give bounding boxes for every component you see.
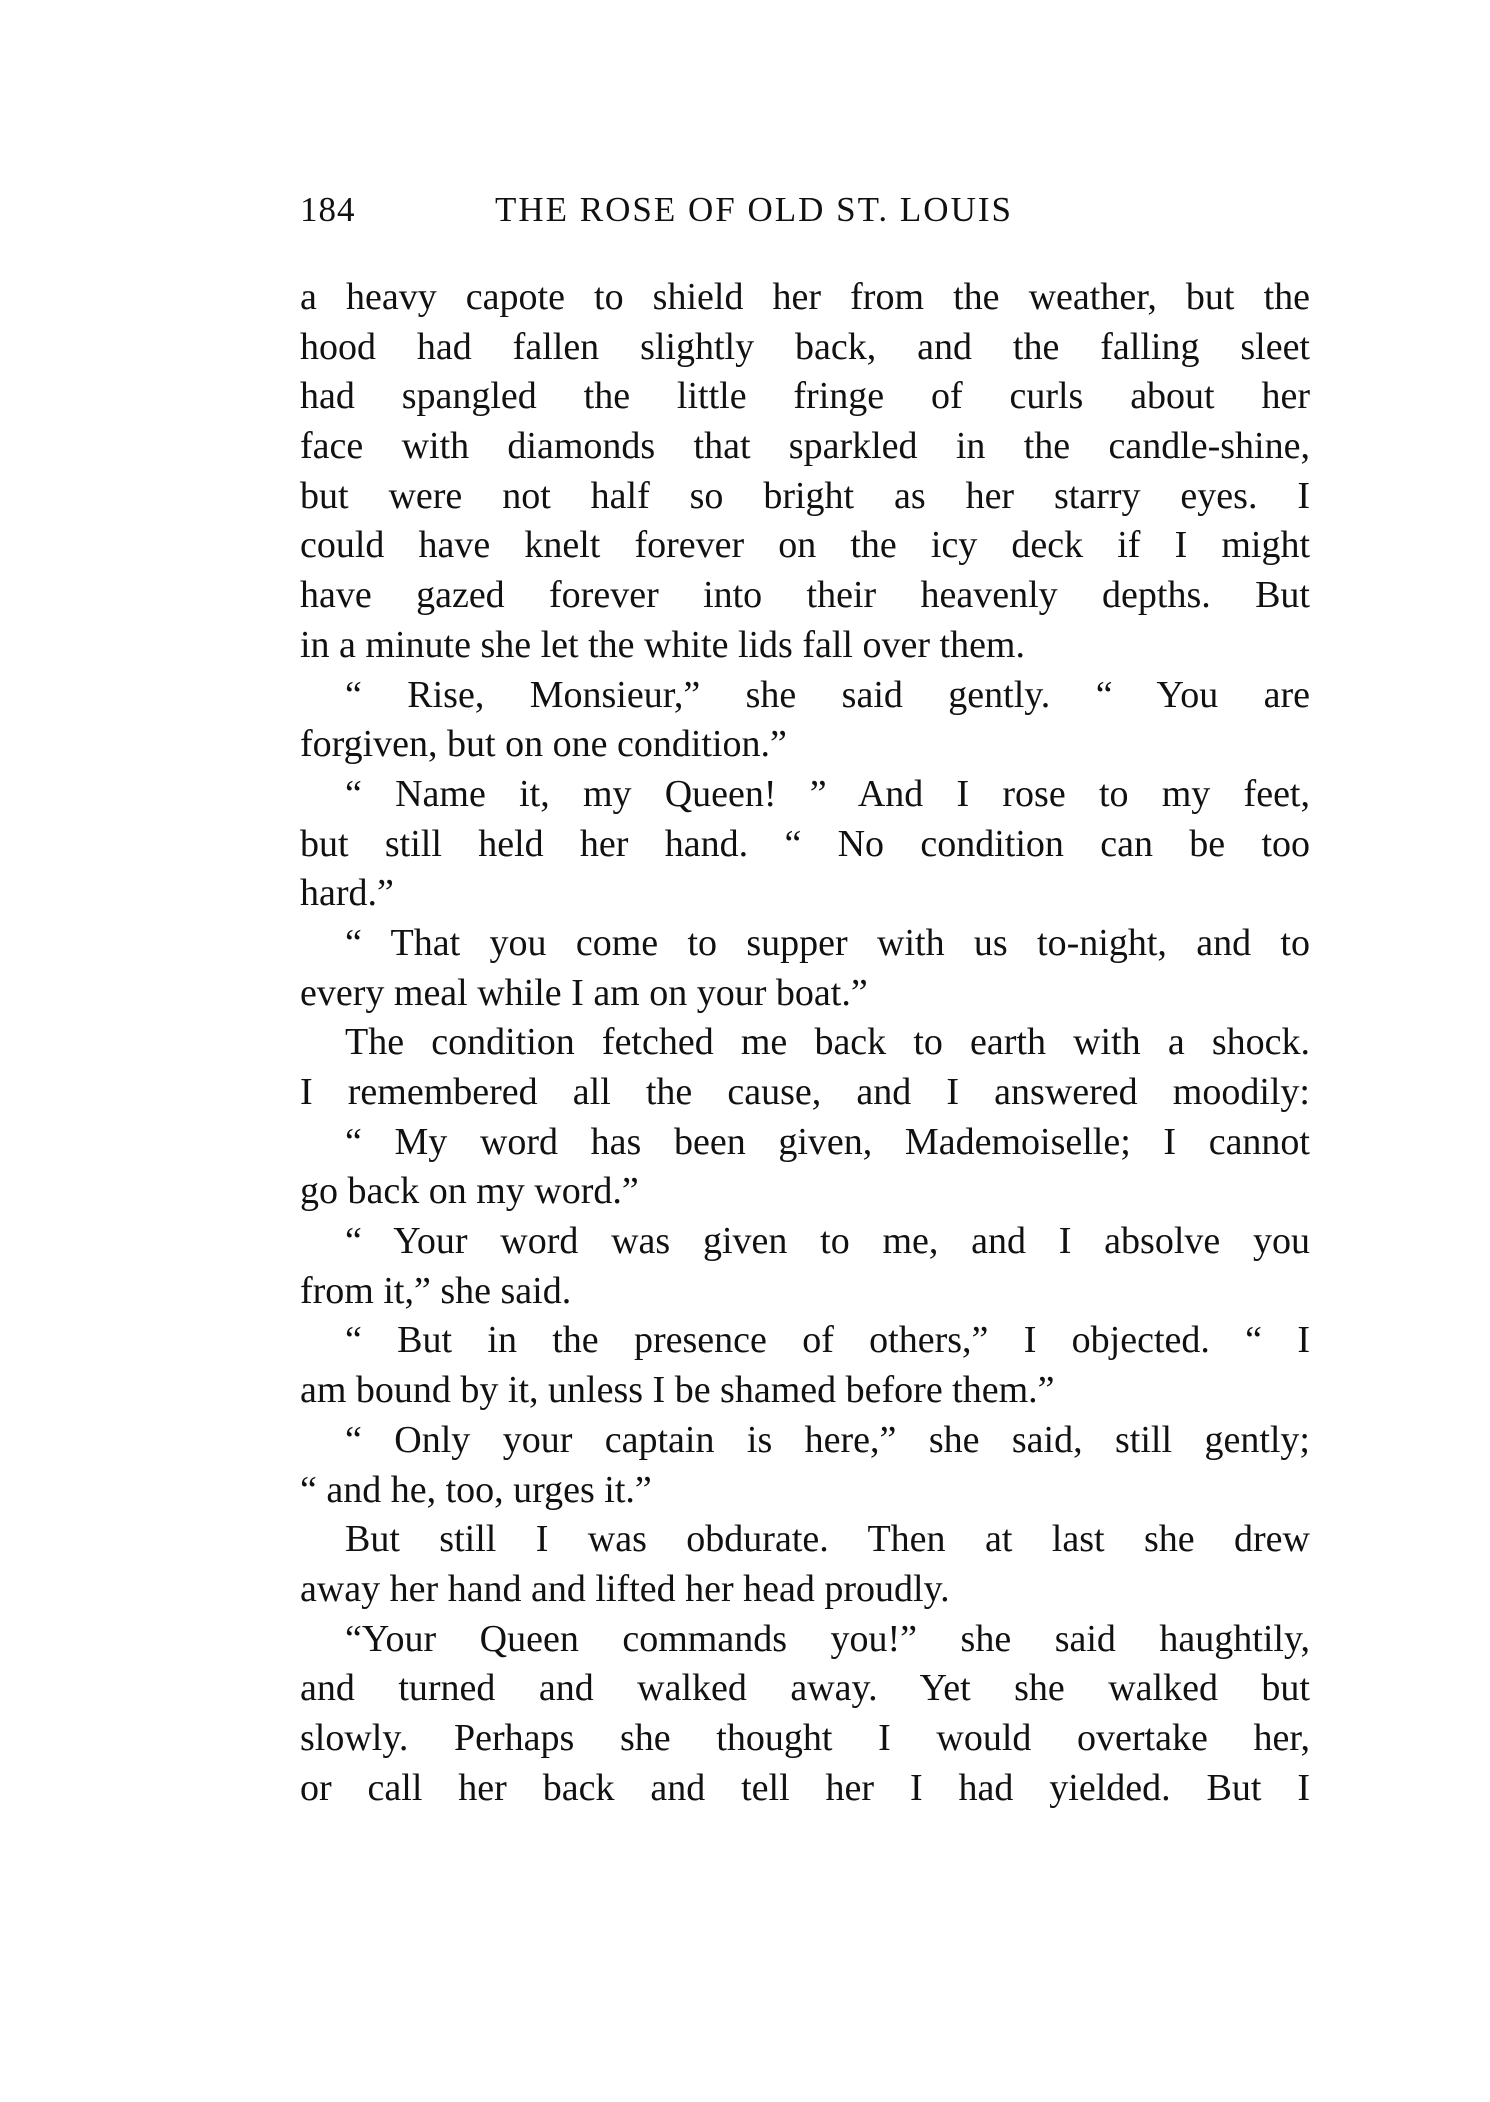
text-line: “ Your word was given to me, and I absolve you (345, 1220, 1310, 1263)
text-line: am bound by it, unless I be shamed before them.” (300, 1369, 1055, 1412)
page-number: 184 (300, 190, 356, 229)
running-title: THE ROSE OF OLD ST. LOUIS (495, 190, 1013, 229)
text-line: “ Name it, my Queen! ” And I rose to my feet, (345, 772, 1310, 815)
text-line: a heavy capote to shield her from the weather, but the (300, 276, 1310, 318)
text-line: but were not half so bright as her starry eyes. I (300, 474, 1310, 517)
text-line: “ My word has been given, Mademoiselle; I cannot (345, 1120, 1310, 1163)
text-line: The condition fetched me back to earth with a shock. (345, 1021, 1310, 1064)
running-header (300, 190, 1310, 240)
text-line: but still held her hand. “ No condition can be too (300, 822, 1310, 865)
text-line: hard.” (300, 872, 394, 915)
text-line: “ Only your captain is here,” she said, still gently; (345, 1418, 1310, 1461)
text-line: go back on my word.” (300, 1170, 639, 1213)
text-line: “Your Queen commands you!” she said haughtily, (345, 1617, 1310, 1660)
text-line: and turned and walked away. Yet she walked but (300, 1667, 1310, 1710)
text-line: had spangled the little fringe of curls about her (300, 375, 1310, 418)
text-line: away her hand and lifted her head proudly. (300, 1567, 950, 1610)
text-line: slowly. Perhaps she thought I would overtake her, (300, 1716, 1310, 1759)
text-line: forgiven, but on one condition.” (300, 723, 787, 766)
text-line: “ and he, too, urges it.” (300, 1468, 652, 1511)
text-line: hood had fallen slightly back, and the falling sleet (300, 325, 1310, 368)
body-text (300, 273, 1310, 1813)
text-line: in a minute she let the white lids fall over them. (300, 623, 1025, 666)
text-line: “ But in the presence of others,” I objected. “ I (345, 1319, 1310, 1362)
text-line: or call her back and tell her I had yielded. But I (300, 1766, 1310, 1809)
text-line: I remembered all the cause, and I answered moodily: (300, 1071, 1310, 1113)
text-line: face with diamonds that sparkled in the candle-shine, (300, 425, 1310, 468)
text-line: “ That you come to supper with us to-night, and to (345, 921, 1310, 964)
text-line: have gazed forever into their heavenly depths. But (300, 574, 1310, 617)
text-line: “ Rise, Monsieur,” she said gently. “ You are (345, 673, 1310, 716)
text-line: could have knelt forever on the icy deck if I might (300, 524, 1310, 567)
text-line: every meal while I am on your boat.” (300, 971, 868, 1014)
text-line: But still I was obdurate. Then at last she drew (345, 1518, 1310, 1561)
text-line: from it,” she said. (300, 1269, 572, 1312)
